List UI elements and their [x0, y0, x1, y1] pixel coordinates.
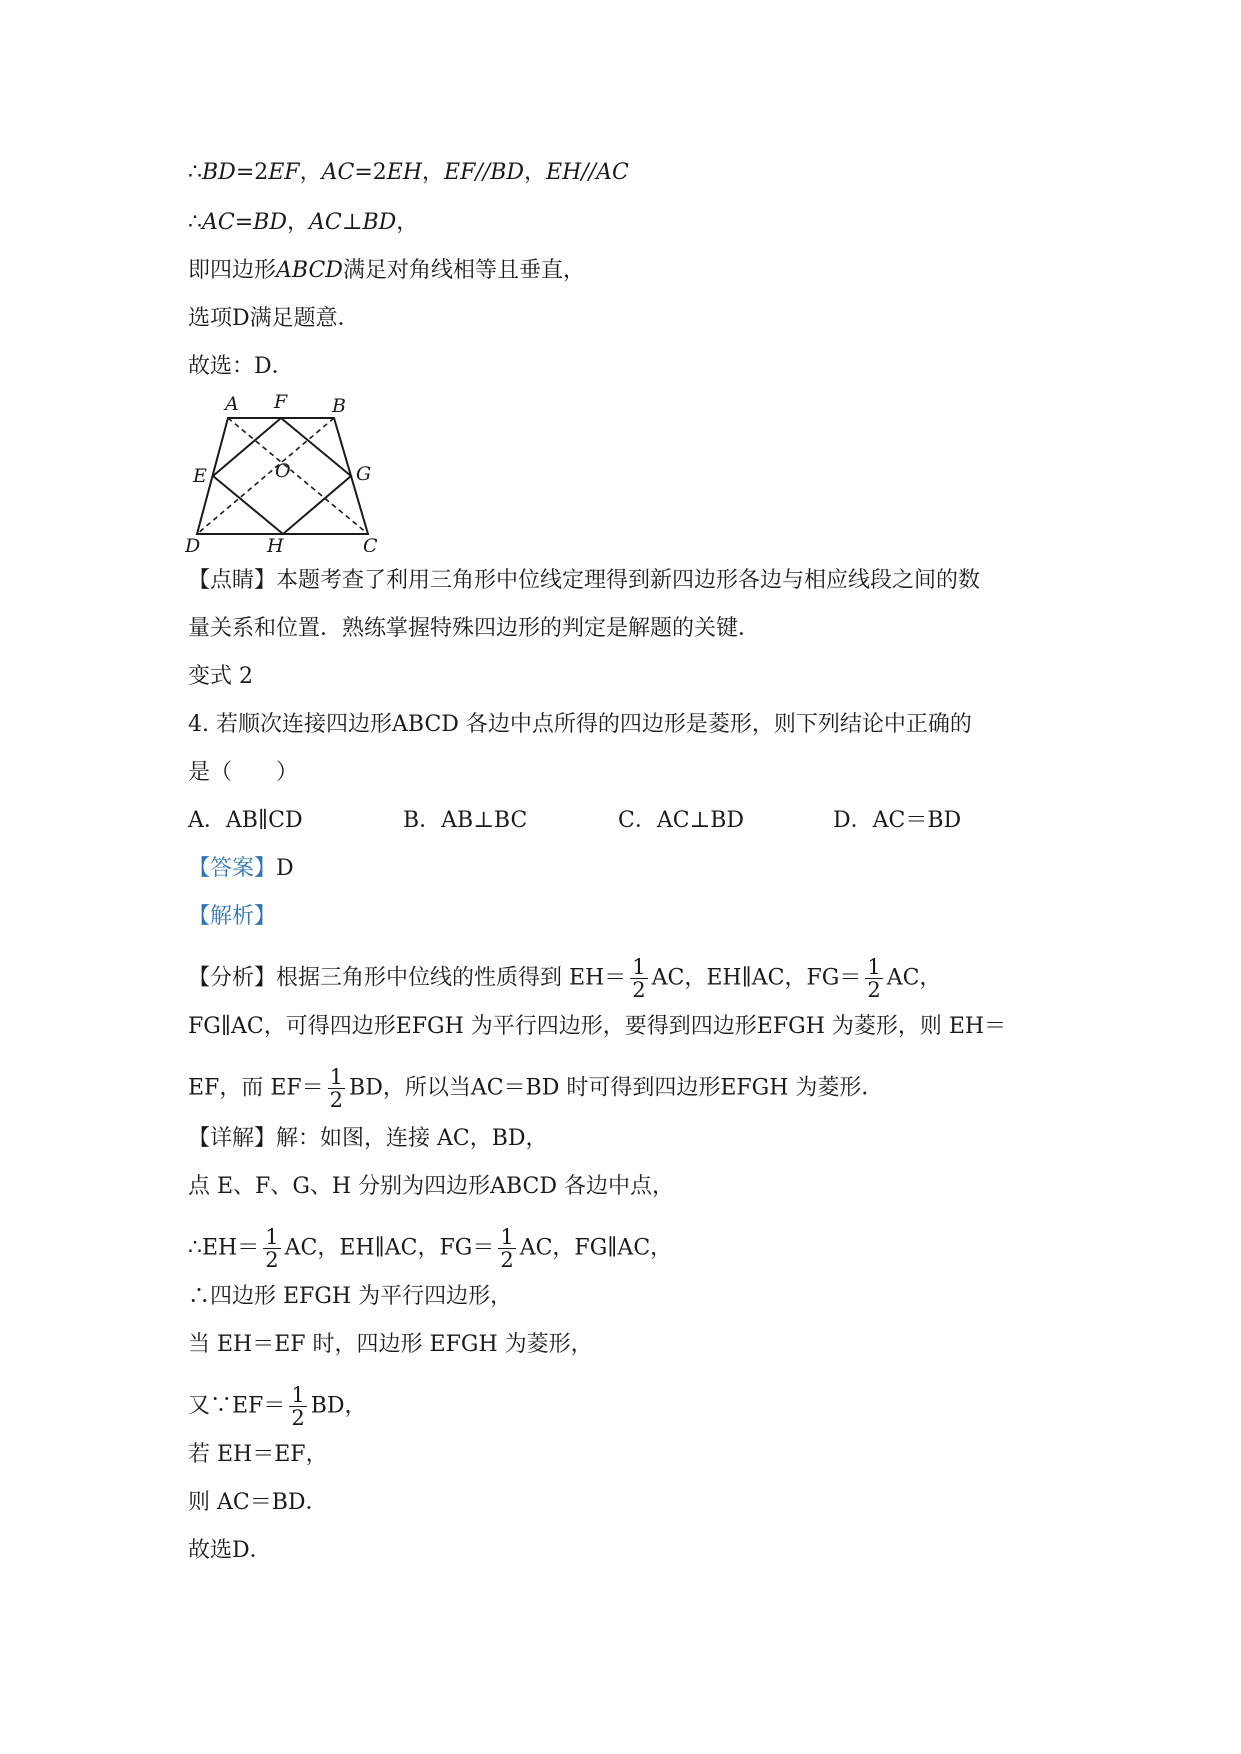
- fraction-half: $\frac{1}{2}$: [329, 1065, 344, 1112]
- analysis-line-2: FG∥AC，可得四边形EFGH 为平行四边形，要得到四边形EFGH 为菱形，则 EH＝: [188, 1014, 1007, 1039]
- quadrilateral-figure: [185, 392, 385, 552]
- fraction-half: $\frac{1}{2}$: [291, 1383, 305, 1430]
- jiexi-tag: 【解析】: [188, 904, 277, 929]
- analysis-line-3: EF，而 EF＝ $\frac{1}{2}$ BD，所以当AC＝BD 时可得到四边形EFGH 为菱形．: [188, 1065, 884, 1112]
- option-c: C．AC⊥BD: [618, 808, 745, 833]
- variant-label: 变式 2: [188, 664, 253, 689]
- fraction-half: $\frac{1}{2}$: [500, 1225, 514, 1272]
- proof-line-3: 即四边形ABCD满足对角线相等且垂直，: [188, 258, 585, 283]
- option-a: A．AB∥CD: [188, 808, 303, 833]
- detail-line-8: 则 AC＝BD．: [188, 1490, 328, 1515]
- label-b: B: [332, 395, 346, 417]
- proof-line-4: 选项D满足题意．: [188, 306, 360, 331]
- label-a: A: [225, 393, 239, 415]
- detail-line-3: ∴EH＝ $\frac{1}{2}$ AC，EH∥AC，FG＝ $\frac{1}{2}$ AC，FG∥AC，: [188, 1225, 673, 1272]
- fraction-half: $\frac{1}{2}$: [632, 955, 646, 1002]
- question-line-1: 4. 若顺次连接四边形ABCD 各边中点所得的四边形是菱形，则下列结论中正确的: [188, 712, 972, 737]
- analysis-line-1: 【分析】根据三角形中位线的性质得到 EH＝ $\frac{1}{2}$ AC，EH∥AC，FG＝ $\frac{1}{2}$ AC，: [188, 955, 942, 1002]
- label-f: F: [274, 392, 288, 413]
- detail-line-1: 【详解】解：如图，连接 AC，BD，: [188, 1126, 548, 1151]
- label-c: C: [363, 535, 378, 552]
- option-b: B．AB⊥BC: [403, 808, 528, 833]
- detail-line-5: 当 EH＝EF 时，四边形 EFGH 为菱形，: [188, 1332, 593, 1357]
- detail-line-7: 若 EH＝EF，: [188, 1442, 328, 1467]
- diagonal-bd: [197, 418, 334, 534]
- proof-line-2: ∴AC=BD，AC⊥BD，: [188, 210, 419, 235]
- proof-line-1: ∴BD=2EF，AC=2EH，EF//BD，EH//AC: [188, 160, 629, 185]
- label-o: O: [275, 460, 291, 482]
- detail-line-6: 又∵EF＝ $\frac{1}{2}$ BD，: [188, 1383, 367, 1430]
- answer-value: D: [276, 856, 294, 881]
- answer-line: [188, 854, 294, 884]
- label-e: E: [193, 465, 207, 487]
- proof-line-5: 故选：D．: [188, 354, 294, 379]
- dianjing-line-1: 【点睛】本题考查了利用三角形中位线定理得到新四边形各边与相应线段之间的数: [188, 568, 981, 593]
- fraction-half: $\frac{1}{2}$: [265, 1225, 279, 1272]
- answer-tag: 【答案】: [188, 856, 277, 881]
- label-g: G: [356, 463, 372, 485]
- fraction-half: $\frac{1}{2}$: [867, 955, 881, 1002]
- diagonal-ac: [228, 418, 368, 534]
- options-row: [188, 806, 1048, 836]
- detail-line-9: 故选D．: [188, 1538, 272, 1563]
- label-d: D: [185, 535, 201, 552]
- option-d: D．AC＝BD: [833, 808, 962, 833]
- dianjing-line-2: 量关系和位置．熟练掌握特殊四边形的判定是解题的关键．: [188, 616, 761, 641]
- detail-line-2: 点 E、F、G、H 分别为四边形ABCD 各边中点，: [188, 1174, 674, 1199]
- label-h: H: [267, 535, 284, 552]
- detail-line-4: ∴四边形 EFGH 为平行四边形，: [188, 1284, 513, 1309]
- question-line-2: 是（ ）: [188, 760, 299, 785]
